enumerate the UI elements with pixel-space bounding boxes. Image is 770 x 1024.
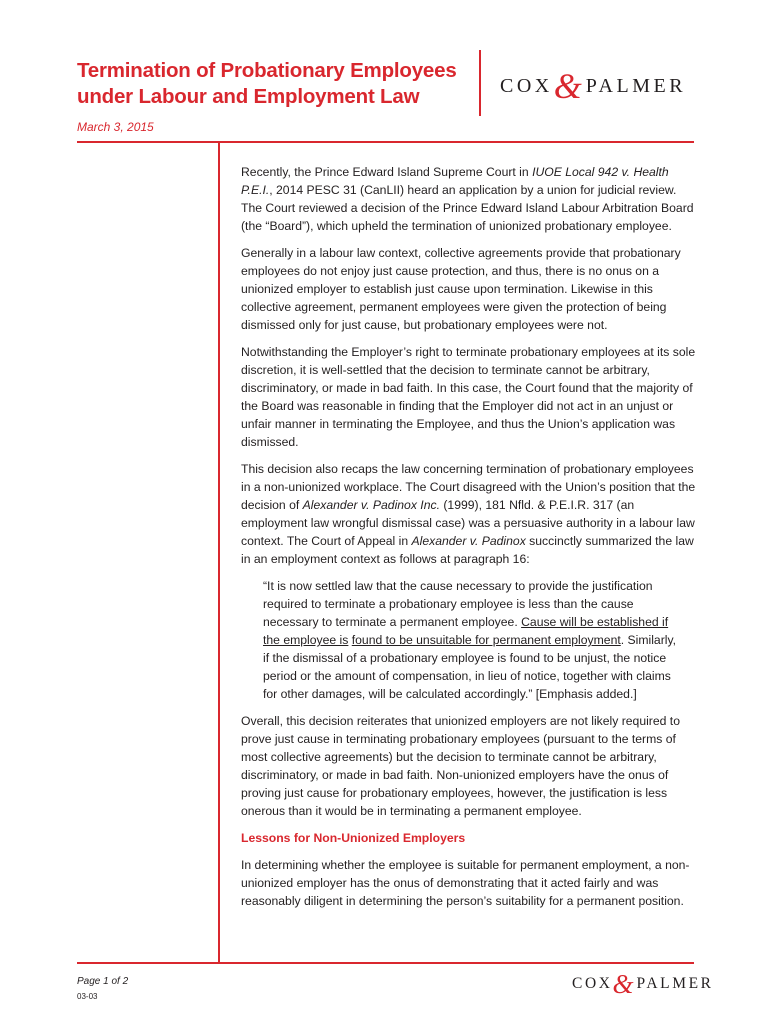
logo-word-palmer: PALMER (585, 74, 687, 97)
quote-text-a: “It is now settled law that the cause necessary to provide the justification required to terminate a probationary employee is less than the cause necessary to terminate a permanent employee. (263, 579, 653, 629)
top-divider (77, 141, 694, 143)
footer-logo-ampersand: & (612, 968, 634, 999)
case-citation-padinox: Alexander v. Padinox (411, 534, 526, 548)
paragraph-1-text-b: , 2014 PESC 31 (CanLII) heard an application by a union for judicial review. The Court reviewed a decision of the Prince Edward Island Labour Arbitration Board (the “Board”), which upheld the termination of unionized probationary employee. (241, 183, 694, 233)
left-margin-divider (218, 141, 220, 962)
paragraph-1-text-a: Recently, the Prince Edward Island Supreme Court in (241, 165, 533, 179)
logo-word-cox: COX (500, 74, 553, 97)
case-citation-padinox-inc: Alexander v. Padinox Inc. (302, 498, 440, 512)
paragraph-5: Overall, this decision reiterates that unionized employers are not likely required to prove just cause in terminating probationary employees (pursuant to the terms of most collective agreements) but the decision to terminate cannot be arbitrary, discriminatory, or made in bad faith. Non-unionized employers have the onus of proving just cause for probationary employees, however, the justification is less onerous than it would be in terminating a permanent employee. (241, 714, 680, 818)
title-line-1: Termination of Probationary Employees (77, 59, 457, 82)
paragraph-2: Generally in a labour law context, collective agreements provide that probationary employees do not enjoy just cause protection, and thus, there is no onus on a unionized employer to establish just cause upon termination. Likewise in this collective agreement, permanent employees were given the protection of being dismissed only for just cause, but probationary employees were not. (241, 246, 681, 332)
paragraph-4-text-b: (1999), 181 Nfld. & P.E.I.R. 317 (an employment law wrongful dismissal case) was a persuasive authority in a labour law context. The Court of Appeal in (241, 498, 695, 548)
section-heading: Lessons for Non-Unionized Employers (241, 831, 466, 845)
quote-emphasis-2: found to be unsuitable for permanent employment (351, 633, 621, 647)
title-line-2: under Labour and Employment Law (77, 85, 420, 108)
cox-palmer-logo (500, 66, 686, 106)
footer-logo-word-palmer: PALMER (636, 975, 714, 992)
footer-logo-word-cox: COX (572, 975, 613, 992)
quote-emphasis-1: Cause will be established if the employee is (263, 615, 669, 647)
bottom-divider (77, 962, 694, 964)
quote-text-b: . Similarly, if the dismissal of a probationary employee is found to be unjust, the notice period or the amount of compensation, in lieu of notice, together with claims for other damages, will be calculated accordingly.” [Emphasis added.] (263, 633, 677, 701)
document-code: 03-03 (77, 992, 98, 1001)
paragraph-1 (241, 163, 696, 235)
case-citation-iuoe: IUOE Local 942 v. Health P.E.I. (241, 165, 669, 197)
header-divider (479, 50, 481, 116)
article-body (241, 163, 696, 919)
paragraph-3: Notwithstanding the Employer’s right to terminate probationary employees at its sole discretion, it is well-settled that the decision to terminate cannot be arbitrary, discriminatory, or made in bad faith. In this case, the Court found that the majority of the Board was reasonable in finding that the Employer did not act in an unjust or unfair manner in terminating the Employee, and thus the Union’s application was dismissed. (241, 345, 696, 449)
paragraph-4-text-a: This decision also recaps the law concerning termination of probationary employees in a non-unionized workplace. The Court disagreed with the Union’s position that the decision of (241, 462, 696, 512)
paragraph-6: In determining whether the employee is suitable for permanent employment, a non-unionized employer has the onus of demonstrating that it acted fairly and was reasonably diligent in determining the person’s suitability for a permanent position. (241, 858, 690, 908)
document-title (77, 58, 467, 110)
logo-ampersand: & (553, 66, 582, 106)
paragraph-4 (241, 460, 696, 568)
document-date: March 3, 2015 (77, 120, 154, 134)
paragraph-4-text-c: succinctly summarized the law in an employment context as follows at paragraph 16: (241, 534, 694, 566)
footer-logo (572, 970, 714, 998)
page-number: Page 1 of 2 (77, 976, 129, 987)
block-quote (263, 577, 680, 703)
